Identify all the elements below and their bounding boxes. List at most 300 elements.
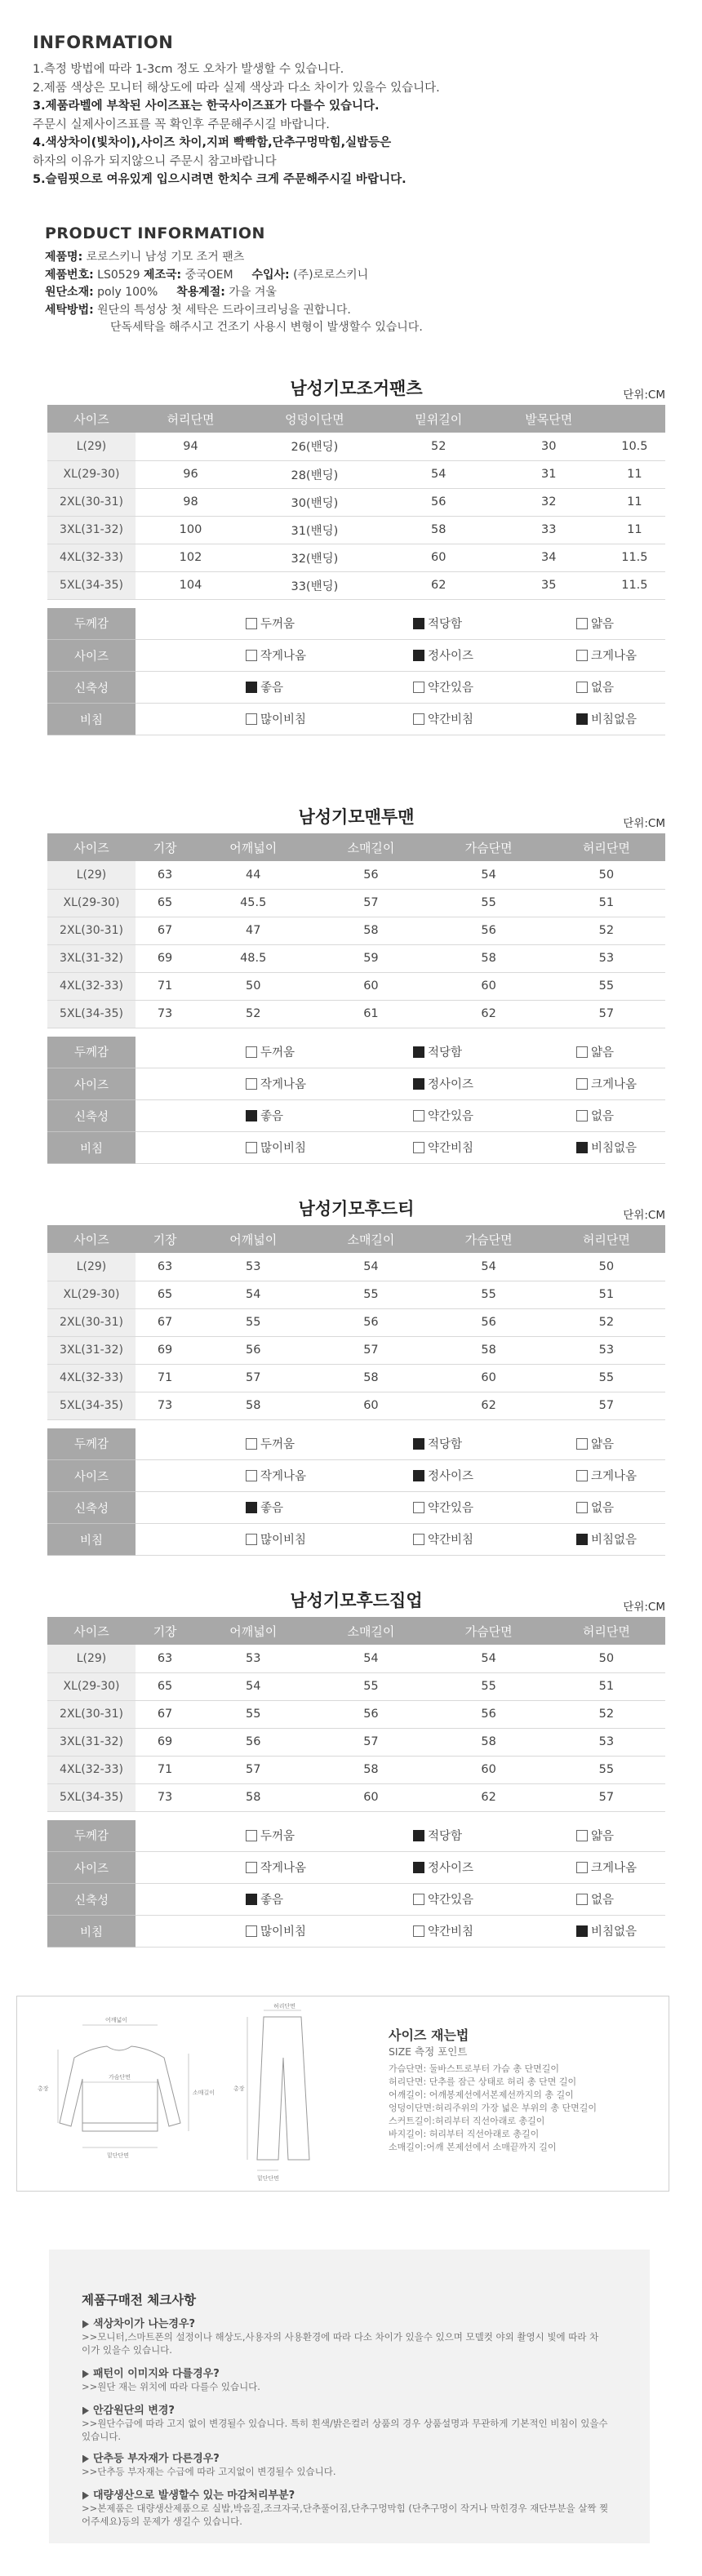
fit-feel-option-label: 좋음	[260, 1894, 284, 1908]
table-cell: 55	[548, 1364, 665, 1392]
arrow-icon	[82, 2407, 89, 2415]
product-name-value: 로로스키니 남성 기모 조거 팬츠	[86, 251, 245, 264]
fit-feel-label: 비침	[47, 1524, 136, 1556]
fit-feel-option-label: 정사이즈	[428, 1078, 474, 1092]
fit-feel-option	[136, 1068, 413, 1100]
table-cell: 61	[312, 1000, 429, 1028]
checklist-answer: >>원단수급에 따라 고지 없이 변경될수 있습니다. 특히 흰색/밝은컬러 상품의 경우 상품설명과 무관하게 기본적인 비침이 있을수 있습니다.	[82, 2418, 608, 2442]
column-header: 허리단면	[136, 405, 246, 433]
fit-feel-label: 비침	[47, 1132, 136, 1164]
fit-feel-option-label: 얇음	[591, 1046, 615, 1059]
fit-feel-option	[136, 1524, 413, 1556]
column-header: 사이즈	[47, 833, 136, 861]
fit-feel-option	[136, 672, 413, 704]
fit-feel-option	[576, 704, 665, 735]
table-cell: 60	[430, 1364, 548, 1392]
table-cell: XL(29-30)	[47, 460, 136, 488]
table-cell: 63	[136, 861, 194, 889]
information-title: INFORMATION	[33, 33, 174, 52]
checkbox-icon	[413, 1046, 424, 1058]
size-table-header	[47, 833, 665, 861]
fit-feel-option	[576, 608, 665, 640]
table-row	[47, 861, 665, 889]
product-code-row	[45, 267, 665, 285]
column-header: 사이즈	[47, 1617, 136, 1645]
table-cell: 55	[194, 1308, 312, 1336]
section-header	[47, 1196, 665, 1225]
table-cell: 60	[430, 972, 548, 1000]
fit-feel-row	[47, 1916, 665, 1948]
table-cell: 54	[384, 460, 494, 488]
fit-feel-row	[47, 704, 665, 735]
fit-feel-option-label: 작게나옴	[260, 650, 307, 664]
table-cell: 52	[384, 433, 494, 460]
checklist-question: 단추등 부자재가 다른경우?	[82, 2449, 220, 2465]
table-cell: 53	[548, 1728, 665, 1756]
fit-feel-label: 신축성	[47, 672, 136, 704]
fit-feel-row	[47, 1524, 665, 1556]
fit-feel-option	[413, 1492, 576, 1524]
checklist-title: 제품구매전 체크사항	[82, 2293, 197, 2307]
checkbox-icon	[576, 1925, 588, 1937]
table-row	[47, 1783, 665, 1811]
checkbox-icon	[246, 713, 257, 725]
column-header: 발목단면	[494, 405, 604, 433]
table-cell: 63	[136, 1645, 194, 1672]
fit-feel-option-label: 없음	[591, 1502, 615, 1516]
table-cell: 71	[136, 972, 194, 1000]
checkbox-icon	[413, 1078, 424, 1090]
table-cell: 71	[136, 1756, 194, 1783]
fit-feel-label: 신축성	[47, 1100, 136, 1132]
table-cell: 33	[494, 516, 604, 544]
table-cell: 65	[136, 1672, 194, 1700]
product-code-label: 제품번호:	[45, 268, 94, 282]
size-section	[47, 375, 665, 735]
fit-feel-option-label: 작게나옴	[260, 1078, 307, 1092]
checkbox-icon	[246, 1925, 257, 1937]
table-cell: 2XL(30-31)	[47, 1700, 136, 1728]
table-cell: 44	[194, 861, 312, 889]
fit-feel-option	[576, 1820, 665, 1852]
checkbox-icon	[246, 1142, 257, 1153]
fit-feel-option-label: 약간비침	[428, 1925, 474, 1939]
fit-feel-option	[576, 1428, 665, 1460]
checkbox-icon	[576, 1078, 588, 1090]
fit-feel-row	[47, 1037, 665, 1068]
material-row	[45, 284, 665, 302]
checkbox-icon	[576, 1502, 588, 1513]
table-cell: 56	[312, 861, 429, 889]
diagram-pants-waist-label: 허리단면	[273, 2003, 296, 2010]
table-cell: 11.5	[604, 544, 665, 571]
section-title: 남성기모후드집업	[290, 1591, 423, 1610]
fit-feel-row	[47, 1068, 665, 1100]
column-header: 소매길이	[312, 1617, 429, 1645]
info-line: 3.제품라벨에 부착된 사이즈표는 한국사이즈표가 다를수 있습니다.	[33, 100, 380, 113]
fit-feel-option	[576, 1100, 665, 1132]
season-label: 착용계절:	[176, 286, 225, 299]
table-cell: 69	[136, 1728, 194, 1756]
fit-feel-option	[576, 1884, 665, 1916]
column-header: 허리단면	[548, 833, 665, 861]
pants-diagram	[257, 2017, 309, 2160]
table-cell: 57	[312, 889, 429, 917]
column-header: 밑위길이	[384, 405, 494, 433]
fit-feel-option	[413, 640, 576, 672]
checkbox-icon	[413, 1830, 424, 1841]
material-label: 원단소재:	[45, 286, 94, 299]
fit-feel-option	[576, 1132, 665, 1164]
table-cell: 35	[494, 571, 604, 599]
checkbox-icon	[576, 682, 588, 693]
table-cell: 104	[136, 571, 246, 599]
table-cell: 58	[194, 1783, 312, 1811]
checkbox-icon	[413, 1925, 424, 1937]
checkbox-icon	[576, 1110, 588, 1121]
fit-feel-option-label: 비침없음	[591, 713, 638, 727]
fit-feel-label: 사이즈	[47, 1068, 136, 1100]
importer-label: 수입사:	[251, 268, 290, 282]
table-cell: 31(밴딩)	[246, 516, 384, 544]
table-cell: 3XL(31-32)	[47, 1336, 136, 1364]
table-cell: 55	[430, 1281, 548, 1308]
table-cell: 56	[312, 1308, 429, 1336]
diagram-sleeve-label: 소매길이	[193, 2090, 215, 2096]
measure-line: 가슴단면: 둘바스트로부터 가슴 총 단면길이	[389, 2063, 559, 2074]
table-cell: 57	[312, 1336, 429, 1364]
size-table-header	[47, 1225, 665, 1253]
info-line: 하자의 이유가 되지않으니 주문시 참고바랍니다	[33, 154, 277, 168]
fit-feel-option-label: 약간있음	[428, 1110, 474, 1124]
fit-feel-label: 사이즈	[47, 1852, 136, 1884]
table-cell: 31	[494, 460, 604, 488]
table-row	[47, 433, 665, 460]
maker-value: 중국OEM	[184, 268, 233, 282]
table-cell: 55	[548, 972, 665, 1000]
table-cell: 53	[548, 944, 665, 972]
column-header: 가슴단면	[430, 833, 548, 861]
section-title: 남성기모맨투맨	[298, 807, 415, 827]
checkbox-icon	[576, 1862, 588, 1873]
info-line: 주문시 실제사이즈표를 꼭 확인후 주문해주시길 바랍니다.	[33, 118, 330, 131]
table-row	[47, 1336, 665, 1364]
fit-feel-option-label: 얇음	[591, 1830, 615, 1843]
table-cell: 67	[136, 1700, 194, 1728]
checkbox-icon	[246, 1470, 257, 1481]
arrow-icon	[82, 2321, 89, 2329]
info-line: 1.측정 방법에 따라 1-3cm 정도 오차가 발생할 수 있습니다.	[33, 63, 344, 76]
section-header	[47, 375, 665, 405]
table-cell: 54	[194, 1672, 312, 1700]
fit-feel-option	[136, 1884, 413, 1916]
checkbox-icon	[246, 1894, 257, 1905]
fit-feel-option-label: 적당함	[428, 618, 463, 631]
table-cell: 60	[312, 1392, 429, 1419]
table-cell: XL(29-30)	[47, 1281, 136, 1308]
checkbox-icon	[576, 1534, 588, 1545]
checkbox-icon	[413, 1470, 424, 1481]
measure-line: 어깨길이: 어깨봉제선에서본제선까지의 총 길이	[389, 2090, 574, 2100]
fit-feel-label: 두께감	[47, 1820, 136, 1852]
table-cell: 32	[494, 488, 604, 516]
checkbox-icon	[246, 1862, 257, 1873]
column-header: 어깨넓이	[194, 1225, 312, 1253]
table-cell: 5XL(34-35)	[47, 1783, 136, 1811]
table-cell: 60	[384, 544, 494, 571]
table-cell: 58	[430, 1728, 548, 1756]
checkbox-icon	[413, 1438, 424, 1450]
table-cell: 52	[548, 1308, 665, 1336]
table-cell: 45.5	[194, 889, 312, 917]
fit-feel-option	[576, 1037, 665, 1068]
checkbox-icon	[246, 618, 257, 629]
checkbox-icon	[576, 1142, 588, 1153]
product-name-label: 제품명:	[45, 251, 83, 264]
table-cell: 3XL(31-32)	[47, 944, 136, 972]
table-cell: 55	[430, 889, 548, 917]
table-cell: 54	[312, 1253, 429, 1281]
checkbox-icon	[413, 1502, 424, 1513]
fit-feel-option	[136, 640, 413, 672]
table-row	[47, 889, 665, 917]
fit-feel-row	[47, 1492, 665, 1524]
fit-feel-option-label: 비침없음	[591, 1142, 638, 1156]
fit-feel-option-label: 약간있음	[428, 1894, 474, 1908]
diagram-pants-hem-label: 밑단단면	[257, 2175, 280, 2182]
checkbox-icon	[413, 1534, 424, 1545]
fit-feel-option	[576, 1460, 665, 1492]
size-section	[47, 804, 665, 1164]
fit-feel-option	[413, 704, 576, 735]
fit-feel-option	[413, 1068, 576, 1100]
product-information-title: PRODUCT INFORMATION	[45, 224, 265, 242]
measure-line: 스커트길이:허리부터 직선아래로 총길이	[389, 2116, 545, 2126]
size-section	[47, 1588, 665, 1948]
size-table-header	[47, 405, 665, 433]
arrow-icon	[82, 2455, 89, 2463]
checkbox-icon	[413, 618, 424, 629]
table-cell: 54	[194, 1281, 312, 1308]
table-cell: 56	[384, 488, 494, 516]
table-cell: 57	[548, 1000, 665, 1028]
unit-label: 단위:CM	[623, 389, 665, 402]
table-cell: 102	[136, 544, 246, 571]
checkbox-icon	[576, 618, 588, 629]
checkbox-icon	[246, 1046, 257, 1058]
checkbox-icon	[576, 1046, 588, 1058]
table-cell: 55	[312, 1672, 429, 1700]
table-cell: 54	[430, 1645, 548, 1672]
wash-row-2	[45, 319, 665, 337]
checklist-answer: >>단추등 부자재는 수급에 따라 고지없이 변경될수 있습니다.	[82, 2466, 336, 2477]
checklist-answer: >>모니터,스마트폰의 설정이나 해상도,사용자의 사용환경에 따라 다소 차이가 있을수 있으며 모델컷 야외 촬영시 빛에 따라 차이가 있을수 있습니다.	[82, 2331, 599, 2356]
measure-subtitle: SIZE 측정 포인트	[389, 2045, 468, 2058]
fit-feel-option-label: 크게나옴	[591, 1078, 638, 1092]
measure-line: 허리단면: 단추를 잠근 상태로 허리 총 단면 길이	[389, 2076, 577, 2087]
checklist-answer: >>본제품은 대량생산제품으로 실밥,박음질,조크자국,단추풀어짐,단추구멍막힘 (단추구멍이 작거나 막힌경우 재단부분을 살짝 찢어주세요)등의 문제가 생길수 있습니다.	[82, 2503, 609, 2527]
fit-feel-option-label: 좋음	[260, 1110, 284, 1124]
column-header: 어깨넓이	[194, 833, 312, 861]
table-cell: 65	[136, 889, 194, 917]
fit-feel-option	[576, 1852, 665, 1884]
checklist-question: 안감원단의 변경?	[82, 2401, 175, 2417]
table-row	[47, 571, 665, 599]
checkbox-icon	[246, 1110, 257, 1121]
table-cell: XL(29-30)	[47, 889, 136, 917]
column-header: 엉덩이단면	[246, 405, 384, 433]
column-header: 소매길이	[312, 1225, 429, 1253]
table-cell: 3XL(31-32)	[47, 1728, 136, 1756]
table-cell: 2XL(30-31)	[47, 917, 136, 944]
wash-value-2: 단독세탁을 해주시고 건조기 사용시 변형이 발생할수 있습니다.	[110, 321, 423, 334]
fit-feel-option-label: 많이비침	[260, 1534, 307, 1548]
info-line: 5.슬림핏으로 여유있게 입으시려면 한치수 크게 주문해주시길 바랍니다.	[33, 173, 407, 186]
fit-feel-option	[576, 1492, 665, 1524]
table-cell: 58	[384, 516, 494, 544]
unit-label: 단위:CM	[623, 817, 665, 830]
table-row	[47, 1728, 665, 1756]
fit-feel-label: 비침	[47, 1916, 136, 1948]
checkbox-icon	[413, 650, 424, 661]
arrow-icon	[82, 2492, 89, 2500]
unit-label: 단위:CM	[623, 1601, 665, 1614]
table-row	[47, 1000, 665, 1028]
table-row	[47, 1700, 665, 1728]
season-value: 가을 겨울	[229, 286, 277, 299]
fit-feel-option-label: 작게나옴	[260, 1862, 307, 1876]
fit-feel-label: 신축성	[47, 1492, 136, 1524]
table-cell: 54	[430, 1253, 548, 1281]
column-header: 기장	[136, 1617, 194, 1645]
table-cell: 56	[312, 1700, 429, 1728]
fit-feel-row	[47, 1100, 665, 1132]
fit-feel-option	[576, 1068, 665, 1100]
fit-feel-option-label: 정사이즈	[428, 1470, 474, 1484]
table-cell: 4XL(32-33)	[47, 972, 136, 1000]
checkbox-icon	[576, 713, 588, 725]
diagram-waist-label: 밑단단면	[107, 2152, 130, 2159]
measure-line: 엉덩이단면:허리주위의 가장 넓은 부위의 총 단면길이	[389, 2103, 597, 2113]
size-table-header	[47, 1617, 665, 1645]
checkbox-icon	[576, 650, 588, 661]
table-row	[47, 488, 665, 516]
fit-feel-option-label: 두꺼움	[260, 1046, 295, 1059]
table-cell: 50	[548, 861, 665, 889]
table-cell: 53	[194, 1253, 312, 1281]
size-table	[47, 1617, 665, 1812]
table-cell: 55	[548, 1756, 665, 1783]
diagram-length-label: 총장	[38, 2085, 49, 2092]
fit-feel-option	[413, 608, 576, 640]
table-cell: 98	[136, 488, 246, 516]
fit-feel-row	[47, 672, 665, 704]
information-block	[33, 33, 678, 189]
column-header: 소매길이	[312, 833, 429, 861]
fit-feel-option-label: 약간있음	[428, 1502, 474, 1516]
measure-title: 사이즈 재는법	[389, 2027, 469, 2043]
fit-feel-option-label: 비침없음	[591, 1534, 638, 1548]
table-cell: 62	[384, 571, 494, 599]
fit-feel-option	[413, 672, 576, 704]
size-section	[47, 1196, 665, 1556]
importer-value: (주)로로스키니	[293, 268, 369, 282]
table-row	[47, 516, 665, 544]
fit-feel-option	[136, 1460, 413, 1492]
fit-feel-option-label: 적당함	[428, 1046, 463, 1059]
fit-feel-option	[136, 1492, 413, 1524]
table-cell: 52	[548, 1700, 665, 1728]
size-table	[47, 1225, 665, 1420]
table-cell: 51	[548, 1281, 665, 1308]
size-table	[47, 833, 665, 1028]
fit-feel-row	[47, 1884, 665, 1916]
table-cell: 28(밴딩)	[246, 460, 384, 488]
table-cell: 5XL(34-35)	[47, 1392, 136, 1419]
checklist-question: 대량생산으로 발생할수 있는 마감처리부분?	[82, 2486, 295, 2502]
table-row	[47, 460, 665, 488]
fit-feel-row	[47, 1428, 665, 1460]
fit-feel-option	[136, 1820, 413, 1852]
fit-feel-option-label: 없음	[591, 1110, 615, 1124]
table-cell: 58	[312, 917, 429, 944]
maker-label: 제조국:	[143, 268, 182, 282]
checkbox-icon	[246, 650, 257, 661]
diagram-chest-label: 가슴단면	[109, 2074, 131, 2081]
fit-feel-option-label: 크게나옴	[591, 1470, 638, 1484]
table-cell: 73	[136, 1783, 194, 1811]
table-cell: 55	[430, 1672, 548, 1700]
table-row	[47, 1672, 665, 1700]
table-row	[47, 1364, 665, 1392]
table-cell: 53	[548, 1336, 665, 1364]
column-header: 허리단면	[548, 1225, 665, 1253]
fit-feel-row	[47, 1852, 665, 1884]
table-cell: L(29)	[47, 1645, 136, 1672]
fit-feel-option-label: 얇음	[591, 1438, 615, 1451]
table-cell: 58	[430, 1336, 548, 1364]
table-row	[47, 944, 665, 972]
fit-feel-option	[576, 1916, 665, 1948]
table-cell: 4XL(32-33)	[47, 1364, 136, 1392]
table-cell: 58	[430, 944, 548, 972]
sweatshirt-diagram	[60, 2046, 180, 2131]
checkbox-icon	[413, 1142, 424, 1153]
table-cell: 54	[430, 861, 548, 889]
table-cell: 4XL(32-33)	[47, 544, 136, 571]
wash-row	[45, 302, 665, 320]
fit-feel-table	[47, 1820, 665, 1948]
table-cell: XL(29-30)	[47, 1672, 136, 1700]
material-value: poly 100%	[97, 286, 158, 299]
column-header: 가슴단면	[430, 1225, 548, 1253]
table-cell: 71	[136, 1364, 194, 1392]
fit-feel-option	[576, 640, 665, 672]
table-cell: 56	[430, 917, 548, 944]
fit-feel-option	[413, 1132, 576, 1164]
table-row	[47, 972, 665, 1000]
table-cell: 57	[548, 1392, 665, 1419]
checkbox-icon	[246, 1502, 257, 1513]
table-row	[47, 1756, 665, 1783]
purchase-checklist	[49, 2250, 650, 2543]
fit-feel-option-label: 적당함	[428, 1830, 463, 1843]
table-cell: 67	[136, 917, 194, 944]
fit-feel-option	[576, 672, 665, 704]
table-cell: 10.5	[604, 433, 665, 460]
table-cell: 56	[194, 1728, 312, 1756]
table-cell: 56	[430, 1308, 548, 1336]
